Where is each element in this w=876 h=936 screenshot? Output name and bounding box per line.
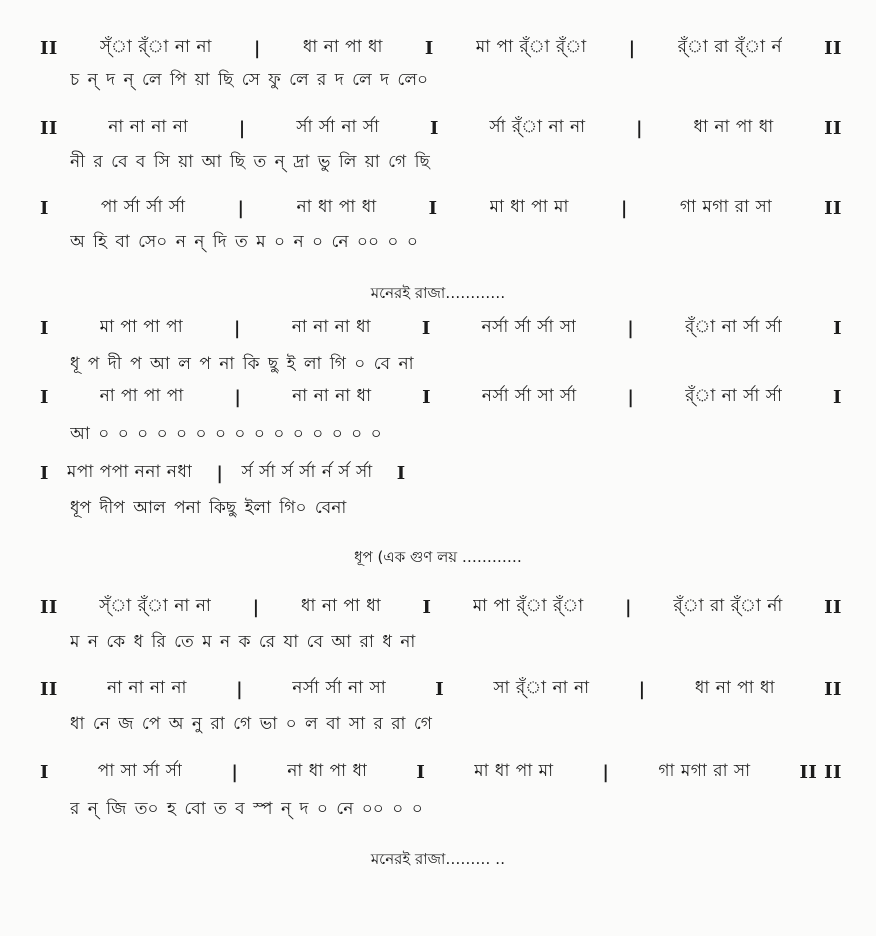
bar-mark: | (628, 37, 636, 59)
note-measure: র্সা র্সা না র্সা (296, 117, 380, 137)
section-caption: মনেরই রাজা……… ‥ (370, 850, 506, 868)
note-measure: র্ঁা রা র্ঁা র্ন (677, 37, 783, 57)
bar-mark: I (435, 678, 445, 700)
lyric-line: আ ০ ০ ০ ০ ০ ০ ০ ০ ০ ০ ০ ০ ০ ০ ০ (70, 424, 382, 444)
note-measure: স্ঁা র্ঁা না না (99, 37, 212, 57)
bar-mark: I (422, 596, 432, 618)
bar-mark: | (624, 596, 633, 618)
note-measure: না ধা পা ধা (287, 761, 368, 781)
notation-line (36, 313, 846, 343)
note-measure: ধা না পা ধা (693, 117, 774, 137)
bar-mark: I (40, 197, 49, 219)
bar-mark: I (833, 386, 842, 408)
note-measure: ধা না পা ধা (300, 596, 382, 616)
note-measure: ধা না পা ধা (694, 678, 776, 698)
lyric-line: অ হি বা সে০ ন ন্ দি ত ম ০ ন ০ নে ০০ ০ ০ (70, 232, 418, 252)
bar-mark: I (416, 761, 426, 783)
bar-mark: I (40, 386, 49, 408)
bar-mark: | (238, 117, 246, 139)
note-measure: গা মগা রা সা (658, 761, 751, 781)
bar-mark: II (824, 197, 842, 219)
bar-mark: | (216, 462, 224, 484)
lyric-line: ম ন কে ধ রি তে ম ন ক রে যা বে আ রা ধ না (70, 632, 416, 652)
notation-line (36, 193, 846, 223)
bar-mark: I (40, 317, 49, 339)
bar-mark: | (234, 386, 242, 408)
note-measure: র্ঁা রা র্ঁা র্না (673, 596, 783, 616)
note-measure: সা র্ঁা না না (493, 678, 590, 698)
notation-line (36, 382, 846, 412)
bar-mark: II (824, 596, 842, 618)
bar-mark: I (40, 761, 49, 783)
bar-mark: II (824, 37, 842, 59)
bar-mark: I (424, 37, 434, 59)
bar-mark: | (602, 761, 610, 783)
lyric-line: নী র বে ব সি য়া আ ছি ত ন্ দ্রা ভু লি য়া গে ছি (70, 152, 430, 172)
note-measure: না না না না (108, 117, 189, 137)
note-measure: নর্সা র্সা না সা (292, 678, 387, 698)
note-measure: পা র্সা র্সা র্সা (100, 197, 186, 217)
note-measure: না না না না (106, 678, 187, 698)
bar-mark: II (40, 117, 58, 139)
bar-mark: | (627, 386, 635, 408)
section-caption: ধূপ (এক গুণ লয় ………… (354, 548, 522, 566)
bar-mark: I (396, 462, 406, 484)
bar-mark: II (824, 678, 842, 700)
notation-line (36, 33, 846, 63)
bar-mark: | (636, 117, 644, 139)
lyric-line: ধা নে জ পে অ নু রা গে ভা ০ ল বা সা র রা গে (70, 714, 432, 734)
note-measure: মা পা র্ঁা র্ঁা (475, 37, 587, 57)
bar-mark: I (422, 386, 432, 408)
note-measure: র্ঁা না র্সা র্সা (685, 317, 783, 337)
lyric-line: চ ন্ দ ন্ লে পি য়া ছি সে ফু লে র দ লে দ লে০ (70, 70, 429, 90)
bar-mark: II (40, 678, 58, 700)
bar-mark: | (237, 197, 245, 219)
bar-mark: I (833, 317, 842, 339)
note-measure: মা ধা পা মা (489, 197, 569, 217)
bar-mark: | (253, 37, 261, 59)
note-measure: ধা না পা ধা (302, 37, 383, 57)
bar-mark: | (627, 317, 635, 339)
bar-mark: I (40, 462, 49, 484)
note-measure: গা মগা রা সা (679, 197, 773, 217)
bar-mark: I (428, 197, 438, 219)
notation-line (36, 757, 846, 787)
bar-mark: | (638, 678, 646, 700)
bar-mark: II II (799, 761, 842, 783)
bar-mark: II (40, 37, 58, 59)
section-caption: মনেরই রাজা………… (370, 284, 506, 302)
bar-mark: | (231, 761, 239, 783)
notation-line (36, 674, 846, 704)
bar-mark: I (429, 117, 439, 139)
note-measure: মা ধা পা মা (474, 761, 554, 781)
bar-mark: | (236, 678, 244, 700)
notation-line (36, 458, 456, 488)
lyric-line: র ন্ জি ত০ হ বো ত ব স্প ন্ দ ০ নে ০০ ০ ০ (70, 799, 423, 819)
note-measure: নর্সা র্সা র্সা সা (481, 317, 577, 337)
note-measure: মা পা র্ঁা র্ঁা (472, 596, 584, 616)
note-measure: মা পা পা পা (99, 317, 184, 337)
bar-mark: I (421, 317, 431, 339)
bar-mark: | (620, 197, 628, 219)
note-measure: মপা পপা ননা নধা (66, 462, 193, 482)
note-measure: র্ঁা না র্সা র্সা (685, 386, 783, 406)
note-measure: না না না ধা (292, 386, 372, 406)
note-measure: পা সা র্সা র্সা (97, 761, 183, 781)
lyric-line: ধূ প দী প আ ল প না কি ছু ই লা গি ০ বে না (70, 354, 414, 374)
note-measure: নর্সা র্সা সা র্সা (481, 386, 577, 406)
note-measure: না ধা পা ধা (296, 197, 377, 217)
note-measure: না পা পা পা (99, 386, 184, 406)
notation-line (36, 592, 846, 622)
lyric-line: ধূপ দীপ আল পনা কিছু ইলা গি০ বেনা (70, 498, 347, 518)
bar-mark: II (40, 596, 58, 618)
bar-mark: | (252, 596, 260, 618)
note-measure: না না না ধা (291, 317, 372, 337)
notation-line (36, 113, 846, 143)
bar-mark: | (233, 317, 241, 339)
bar-mark: II (824, 117, 842, 139)
note-measure: র্স র্সা র্স র্সা র্ন র্স র্সা (241, 462, 373, 482)
note-measure: স্ঁা র্ঁা না না (99, 596, 212, 616)
note-measure: র্সা র্ঁা না না (489, 117, 586, 137)
